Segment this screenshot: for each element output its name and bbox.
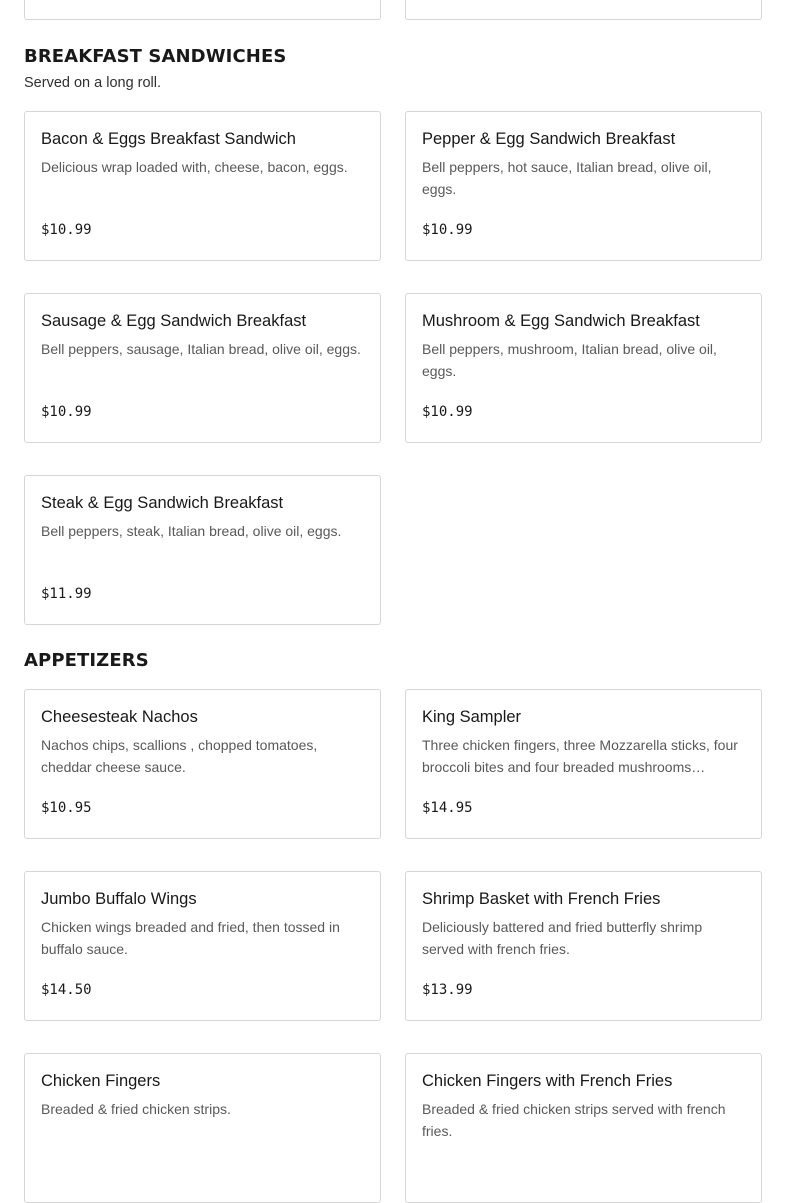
- menu-item-description: Breaded & fried chicken strips served with french fries.: [422, 1101, 726, 1139]
- menu-item-name: Chicken Fingers with French Fries: [422, 1072, 673, 1090]
- menu-item-description: Nachos chips, scallions , chopped tomatoes, cheddar cheese sauce.: [41, 737, 318, 775]
- menu-item-name: Sausage & Egg Sandwich Breakfast: [41, 312, 307, 330]
- menu-item-name: Pepper & Egg Sandwich Breakfast: [422, 130, 676, 148]
- menu-item-description: Bell peppers, steak, Italian bread, olive oil, eggs.: [41, 523, 342, 539]
- menu-item-description: Bell peppers, mushroom, Italian bread, olive oil, eggs.: [422, 341, 717, 379]
- section-title-appetizers: APPETIZERS: [24, 650, 149, 671]
- menu-item-price: $11.99: [41, 586, 92, 602]
- menu-item-description: Bell peppers, sausage, Italian bread, olive oil, eggs.: [41, 341, 361, 357]
- menu-item-price: $14.50: [41, 982, 92, 998]
- menu-item-card[interactable]: [405, 1053, 762, 1203]
- menu-item-price: $10.99: [41, 222, 92, 238]
- menu-item-price: $14.95: [422, 800, 473, 816]
- menu-item-card[interactable]: [405, 293, 762, 443]
- menu-item-card[interactable]: [405, 871, 762, 1021]
- menu-item-price: $10.99: [422, 404, 473, 420]
- menu-item-card[interactable]: [24, 689, 381, 839]
- section-subtitle: Served on a long roll.: [24, 75, 162, 91]
- menu-item-description: Three chicken fingers, three Mozzarella sticks, four broccoli bites and four breaded mushrooms…: [422, 737, 738, 775]
- menu-item-description: Delicious wrap loaded with, cheese, bacon, eggs.: [41, 159, 348, 175]
- menu-item-card[interactable]: [24, 871, 381, 1021]
- menu-item-price: $13.99: [422, 982, 473, 998]
- menu-item-description: Deliciously battered and fried butterfly shrimp served with french fries.: [422, 919, 703, 957]
- menu-item-name: Bacon & Eggs Breakfast Sandwich: [41, 130, 296, 148]
- menu-item-name: Jumbo Buffalo Wings: [41, 890, 197, 908]
- menu-item-name: King Sampler: [422, 708, 522, 726]
- menu-item-card[interactable]: [405, 111, 762, 261]
- menu-item-name: Shrimp Basket with French Fries: [422, 890, 661, 908]
- menu-item-description: Chicken wings breaded and fried, then tossed in buffalo sauce.: [41, 919, 340, 957]
- menu-item-price: $10.99: [41, 404, 92, 420]
- menu-item-card[interactable]: [405, 689, 762, 839]
- menu-item-price: $10.95: [41, 800, 92, 816]
- menu-item-card[interactable]: [24, 475, 381, 625]
- menu-item-card[interactable]: [24, 111, 381, 261]
- menu-item-price: $10.99: [422, 222, 473, 238]
- menu-item-description: Breaded & fried chicken strips.: [41, 1101, 231, 1117]
- menu-item-name: Mushroom & Egg Sandwich Breakfast: [422, 312, 700, 330]
- menu-item-description: Bell peppers, hot sauce, Italian bread, olive oil, eggs.: [422, 159, 712, 197]
- menu-item-name: Steak & Egg Sandwich Breakfast: [41, 494, 284, 512]
- menu-item-card[interactable]: [405, 0, 762, 20]
- menu-item-card[interactable]: [24, 1053, 381, 1203]
- menu-item-name: Cheesesteak Nachos: [41, 708, 198, 726]
- menu-item-name: Chicken Fingers: [41, 1072, 161, 1090]
- section-title-breakfast-sandwiches: BREAKFAST SANDWICHES: [24, 46, 287, 67]
- menu-item-card[interactable]: [24, 293, 381, 443]
- menu-item-card[interactable]: [24, 0, 381, 20]
